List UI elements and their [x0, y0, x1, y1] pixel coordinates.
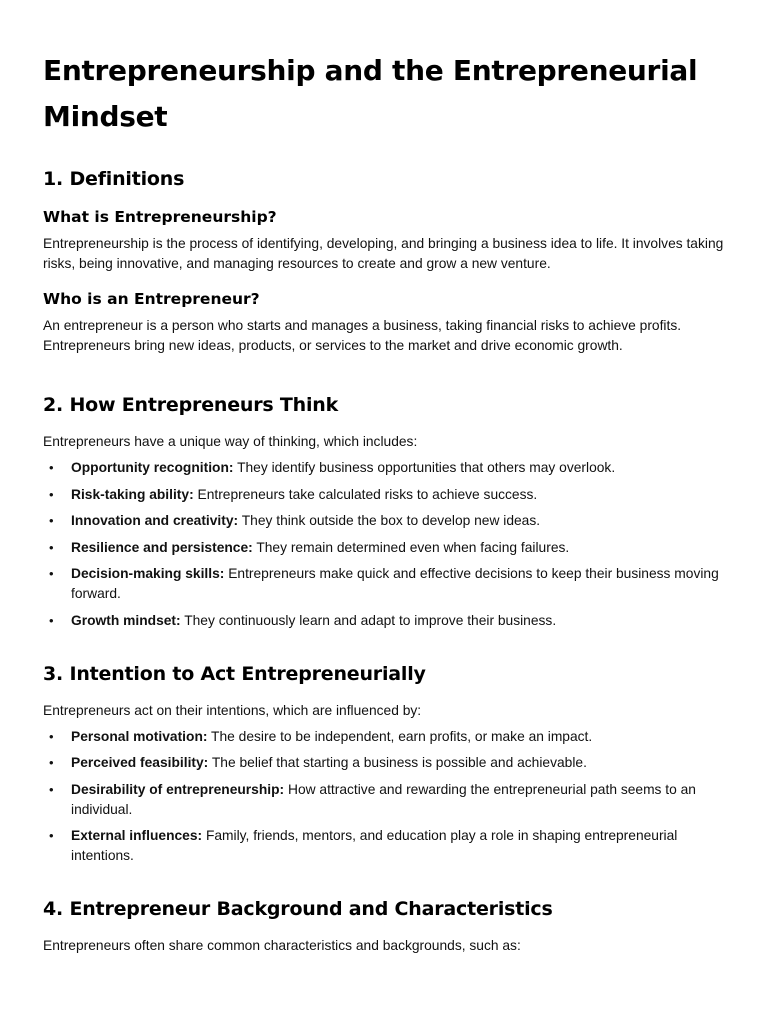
list-item-text: The belief that starting a business is possible and achievable. [208, 755, 587, 770]
list-item-text: They identify business opportunities that others may overlook. [233, 460, 616, 475]
bullet-icon: • [49, 539, 54, 555]
list-item-text: They think outside the box to develop new ideas. [238, 513, 541, 528]
list-item-term: Desirability of entrepreneurship: [71, 781, 285, 797]
section-how-entrepreneurs-think [43, 392, 728, 631]
section-definitions [43, 166, 728, 356]
list-item-term: External influences: [71, 828, 203, 843]
list-item [43, 780, 728, 820]
definition-entrepreneur [43, 288, 728, 356]
list-item-term: Growth mindset: [71, 612, 181, 628]
section-heading: 1. Definitions [43, 168, 185, 190]
list-item [43, 611, 728, 631]
list-item-text: How attractive and rewarding the entrepreneurial path seems to an individual. [71, 781, 696, 817]
section-heading: 3. Intention to Act Entrepreneurially [43, 662, 426, 685]
list-item-text: Entrepreneurs take calculated risks to achieve success. [193, 486, 538, 502]
section-heading: 2. How Entrepreneurs Think [43, 394, 339, 416]
list-item-term: Decision-making skills: [71, 566, 225, 581]
list-item [43, 538, 728, 558]
section-intro: Entrepreneurs act on their intentions, which are influenced by: [43, 702, 422, 718]
list-item-term: Personal motivation: [71, 728, 208, 744]
document-title: Entrepreneurship and the Entrepreneurial Mindset [43, 54, 698, 133]
list-item-term: Risk-taking ability: [71, 486, 194, 502]
list-item [43, 485, 728, 505]
list-item-term: Perceived feasibility: [71, 755, 209, 770]
section-intention-to-act [43, 661, 728, 867]
section-heading: 4. Entrepreneur Background and Characteristics [43, 898, 553, 920]
list-item-text: The desire to be independent, earn profits, or make an impact. [207, 728, 593, 744]
section-background-characteristics [43, 896, 728, 956]
bullet-icon: • [49, 460, 54, 475]
list-item [43, 564, 728, 604]
list-item-term: Opportunity recognition: [71, 460, 234, 475]
list-item-term: Resilience and persistence: [71, 539, 253, 555]
bullet-icon: • [49, 612, 54, 628]
paragraph: Entrepreneurship is the process of identifying, developing, and bringing a business idea to life. It involves taking risks, being innovative, and managing resources to create and grow a new venture. [43, 236, 724, 271]
list-item [43, 753, 728, 773]
bullet-icon: • [49, 755, 54, 770]
list-item-text: They remain determined even when facing failures. [252, 539, 570, 555]
section-intro: Entrepreneurs often share common characteristics and backgrounds, such as: [43, 938, 521, 953]
bullet-icon: • [49, 513, 54, 528]
subsection-heading: What is Entrepreneurship? [43, 208, 277, 226]
bullet-icon: • [49, 566, 54, 581]
bullet-icon: • [49, 828, 54, 843]
list-item [43, 727, 728, 747]
list-item [43, 826, 728, 866]
paragraph: An entrepreneur is a person who starts and manages a business, taking financial risks to achieve profits. Entrepreneurs bring new ideas, products, or services to the market and drive economic growth. [43, 318, 682, 353]
bullet-icon: • [49, 728, 54, 744]
bullet-list [43, 727, 728, 867]
subsection-heading: Who is an Entrepreneur? [43, 290, 260, 308]
list-item-text: Entrepreneurs make quick and effective decisions to keep their business moving forward. [71, 566, 719, 601]
section-intro: Entrepreneurs have a unique way of thinking, which includes: [43, 434, 418, 449]
list-item [43, 511, 728, 531]
list-item-text: They continuously learn and adapt to improve their business. [180, 612, 557, 628]
definition-entrepreneurship [43, 206, 728, 274]
list-item-text: Family, friends, mentors, and education play a role in shaping entrepreneurial intentions. [71, 828, 678, 863]
bullet-icon: • [49, 781, 54, 797]
list-item-term: Innovation and creativity: [71, 513, 239, 528]
bullet-list [43, 458, 728, 631]
list-item [43, 458, 728, 478]
bullet-icon: • [49, 486, 54, 502]
